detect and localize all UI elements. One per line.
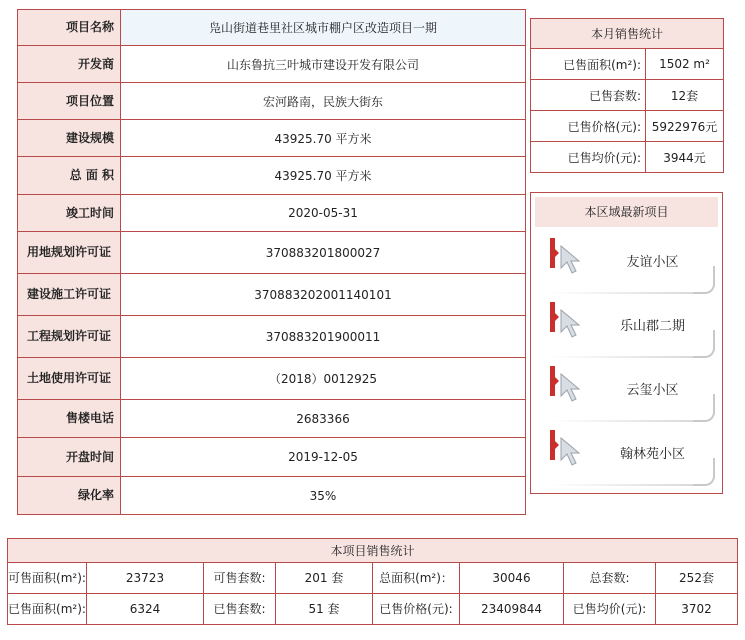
available-area-label: 可售面积(m²):: [8, 563, 87, 594]
total-area-value: 43925.70 平方米: [121, 157, 526, 195]
project-sales-table: [7, 538, 738, 625]
land-use-permit-value: （2018）0012925: [121, 358, 526, 400]
page-curl-decoration: [693, 266, 715, 294]
region-project-card[interactable]: [550, 302, 715, 358]
location-label: 项目位置: [18, 83, 121, 120]
region-project-card[interactable]: [550, 430, 715, 486]
page-curl-decoration: [693, 458, 715, 486]
build-scale-label: 建设规模: [18, 120, 121, 157]
total-units-value: 252套: [656, 563, 738, 594]
card-shadow: [550, 292, 705, 294]
monthly-sales-table: [530, 18, 724, 173]
construction-permit-label: 建设施工许可证: [18, 274, 121, 316]
region-project-link[interactable]: 乐山郡二期: [619, 319, 685, 334]
sold-area-value: 6324: [87, 594, 204, 625]
sold-units-value: 51 套: [276, 594, 373, 625]
card-shadow: [550, 356, 705, 358]
sales-phone-label: 售楼电话: [18, 400, 121, 438]
project-name-value: 凫山街道巷里社区城市棚户区改造项目一期: [121, 10, 526, 46]
region-project-link[interactable]: 友谊小区: [626, 255, 679, 270]
monthly-sold-units-value: 12套: [646, 80, 724, 111]
red-tab-marker: [550, 238, 555, 268]
cursor-arrow-icon: [558, 372, 584, 404]
engineering-plan-permit-value: 370883201900011: [121, 316, 526, 358]
region-latest-projects: [530, 192, 723, 494]
available-area-value: 23723: [87, 563, 204, 594]
card-shadow: [550, 420, 705, 422]
monthly-sales-title: 本月销售统计: [531, 19, 724, 49]
opening-time-value: 2019-12-05: [121, 438, 526, 477]
total-area-value-bottom: 30046: [460, 563, 564, 594]
available-units-label: 可售套数:: [204, 563, 276, 594]
region-project-card[interactable]: [550, 366, 715, 422]
sales-phone-value: 2683366: [121, 400, 526, 438]
cursor-arrow-icon: [558, 244, 584, 276]
monthly-sold-price-label: 已售价格(元):: [531, 111, 646, 142]
region-project-link[interactable]: 翰林苑小区: [619, 447, 685, 462]
build-scale-value: 43925.70 平方米: [121, 120, 526, 157]
red-tab-marker: [550, 302, 555, 332]
page-curl-decoration: [693, 330, 715, 358]
sold-area-label: 已售面积(m²):: [8, 594, 87, 625]
engineering-plan-permit-label: 工程规划许可证: [18, 316, 121, 358]
project-name-label: 项目名称: [18, 10, 121, 46]
construction-permit-value: 370883202001140101: [121, 274, 526, 316]
monthly-sold-area-label: 已售面积(m²):: [531, 49, 646, 80]
sold-price-value: 23409844: [460, 594, 564, 625]
red-tab-marker: [550, 366, 555, 396]
monthly-avg-price-label: 已售均价(元):: [531, 142, 646, 173]
project-sales-title: 本项目销售统计: [8, 539, 738, 563]
completion-time-value: 2020-05-31: [121, 195, 526, 232]
total-area-label-bottom: 总面积(m²)：: [373, 563, 460, 594]
page-curl-decoration: [693, 394, 715, 422]
monthly-sold-units-label: 已售套数:: [531, 80, 646, 111]
sold-units-label: 已售套数:: [204, 594, 276, 625]
greening-rate-label: 绿化率: [18, 477, 121, 515]
cursor-arrow-icon: [558, 436, 584, 468]
greening-rate-value: 35%: [121, 477, 526, 515]
avg-price-value: 3702: [656, 594, 738, 625]
cursor-arrow-icon: [558, 308, 584, 340]
land-plan-permit-value: 370883201800027: [121, 232, 526, 274]
completion-time-label: 竣工时间: [18, 195, 121, 232]
developer-value: 山东鲁抗三叶城市建设开发有限公司: [121, 46, 526, 83]
available-units-value: 201 套: [276, 563, 373, 594]
land-plan-permit-label: 用地规划许可证: [18, 232, 121, 274]
monthly-sold-price-value: 5922976元: [646, 111, 724, 142]
avg-price-label: 已售均价(元):: [564, 594, 656, 625]
sold-price-label: 已售价格(元):: [373, 594, 460, 625]
region-project-card[interactable]: [550, 238, 715, 294]
developer-label: 开发商: [18, 46, 121, 83]
region-title: 本区域最新项目: [535, 197, 718, 227]
region-project-link[interactable]: 云玺小区: [626, 383, 679, 398]
opening-time-label: 开盘时间: [18, 438, 121, 477]
monthly-avg-price-value: 3944元: [646, 142, 724, 173]
card-shadow: [550, 484, 705, 486]
total-area-label: 总 面 积: [18, 157, 121, 195]
location-value: 宏河路南，民族大街东: [121, 83, 526, 120]
land-use-permit-label: 土地使用许可证: [18, 358, 121, 400]
total-units-label: 总套数:: [564, 563, 656, 594]
project-info-table: [17, 9, 526, 515]
red-tab-marker: [550, 430, 555, 460]
monthly-sold-area-value: 1502 m²: [646, 49, 724, 80]
